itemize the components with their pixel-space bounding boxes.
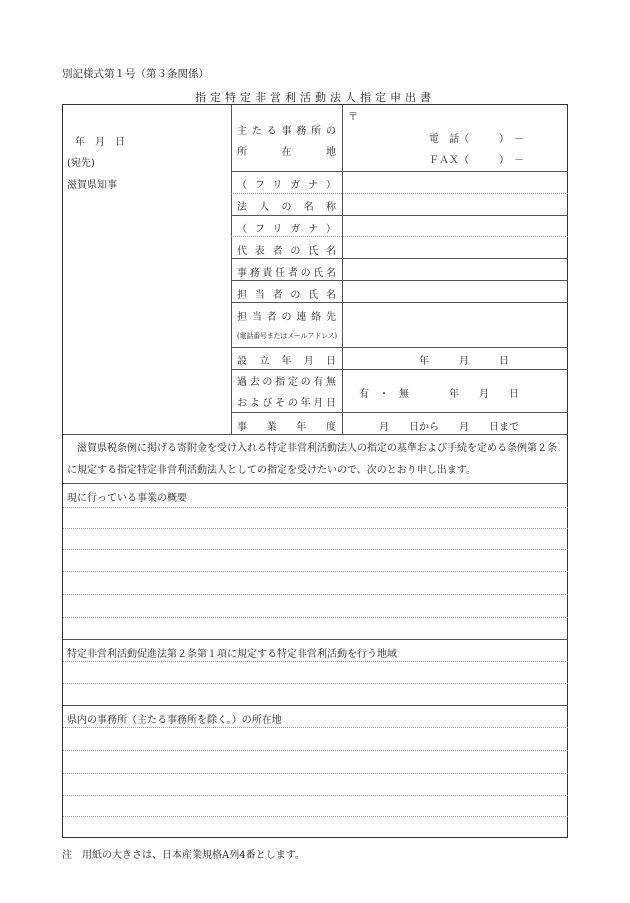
established-label: 設立年月日	[237, 356, 336, 367]
date-field: 年 月 日	[75, 137, 125, 148]
postal-mark: 〒	[348, 112, 358, 123]
phone-field[interactable]: 電 話（ ） －	[429, 134, 524, 145]
past-designation-value[interactable]: 有 ・ 無 年 月 日	[359, 389, 519, 400]
other-offices-heading: 県内の事務所（主たる事務所を除く。）の所在地	[67, 715, 282, 726]
main-office-label-2: 所 在 地	[237, 147, 336, 158]
person-in-charge-label: 担当者の氏名	[237, 290, 336, 301]
contact-note: (電話番号またはメールアドレス)	[237, 332, 337, 340]
addressee-label: (宛先)	[67, 158, 95, 169]
addressee: 滋賀県知事	[67, 180, 117, 191]
contact-label: 担当者の連絡先	[237, 312, 336, 323]
office-manager-label: 事務責任者の氏名	[237, 268, 336, 279]
fax-field[interactable]: ＦＡＸ（ ） －	[429, 155, 524, 166]
main-office-label-1: 主たる事務所の	[237, 126, 336, 137]
furigana-label-1: （フリガナ）	[237, 180, 336, 191]
current-business-heading: 現に行っている事業の概要	[67, 493, 187, 504]
fiscal-year-value[interactable]: 月 日から 月 日まで	[379, 422, 519, 433]
application-form	[62, 104, 568, 838]
corp-name-label: 法人の名称	[237, 202, 336, 213]
document-title: 指定特定非営利活動法人指定申出書	[195, 91, 435, 104]
activity-area-heading: 特定非営利活動促進法第２条第１項に規定する特定非営利活動を行う地域	[67, 649, 397, 660]
footnote: 注 用紙の大きさは、日本産業規格A列4番とします。	[62, 850, 305, 861]
rep-name-label: 代表者の氏名	[237, 246, 336, 257]
fiscal-year-label: 事業年度	[237, 422, 336, 433]
past-designation-label-2: およびその年月日	[237, 398, 336, 409]
established-value[interactable]: 年 月 日	[419, 356, 509, 367]
form-id: 別記様式第１号（第３条関係）	[62, 68, 209, 80]
statement-text: 滋賀県税条例に掲げる寄附金を受け入れる特定非営利活動法人の指定の基準および手続を定める条例第２条に規定する指定特定非営利活動法人としての指定を受けたいので、次のとおり申し出ます。	[67, 443, 557, 476]
furigana-label-2: （フリガナ）	[237, 224, 336, 235]
past-designation-label-1: 過去の指定の有無	[237, 377, 336, 388]
